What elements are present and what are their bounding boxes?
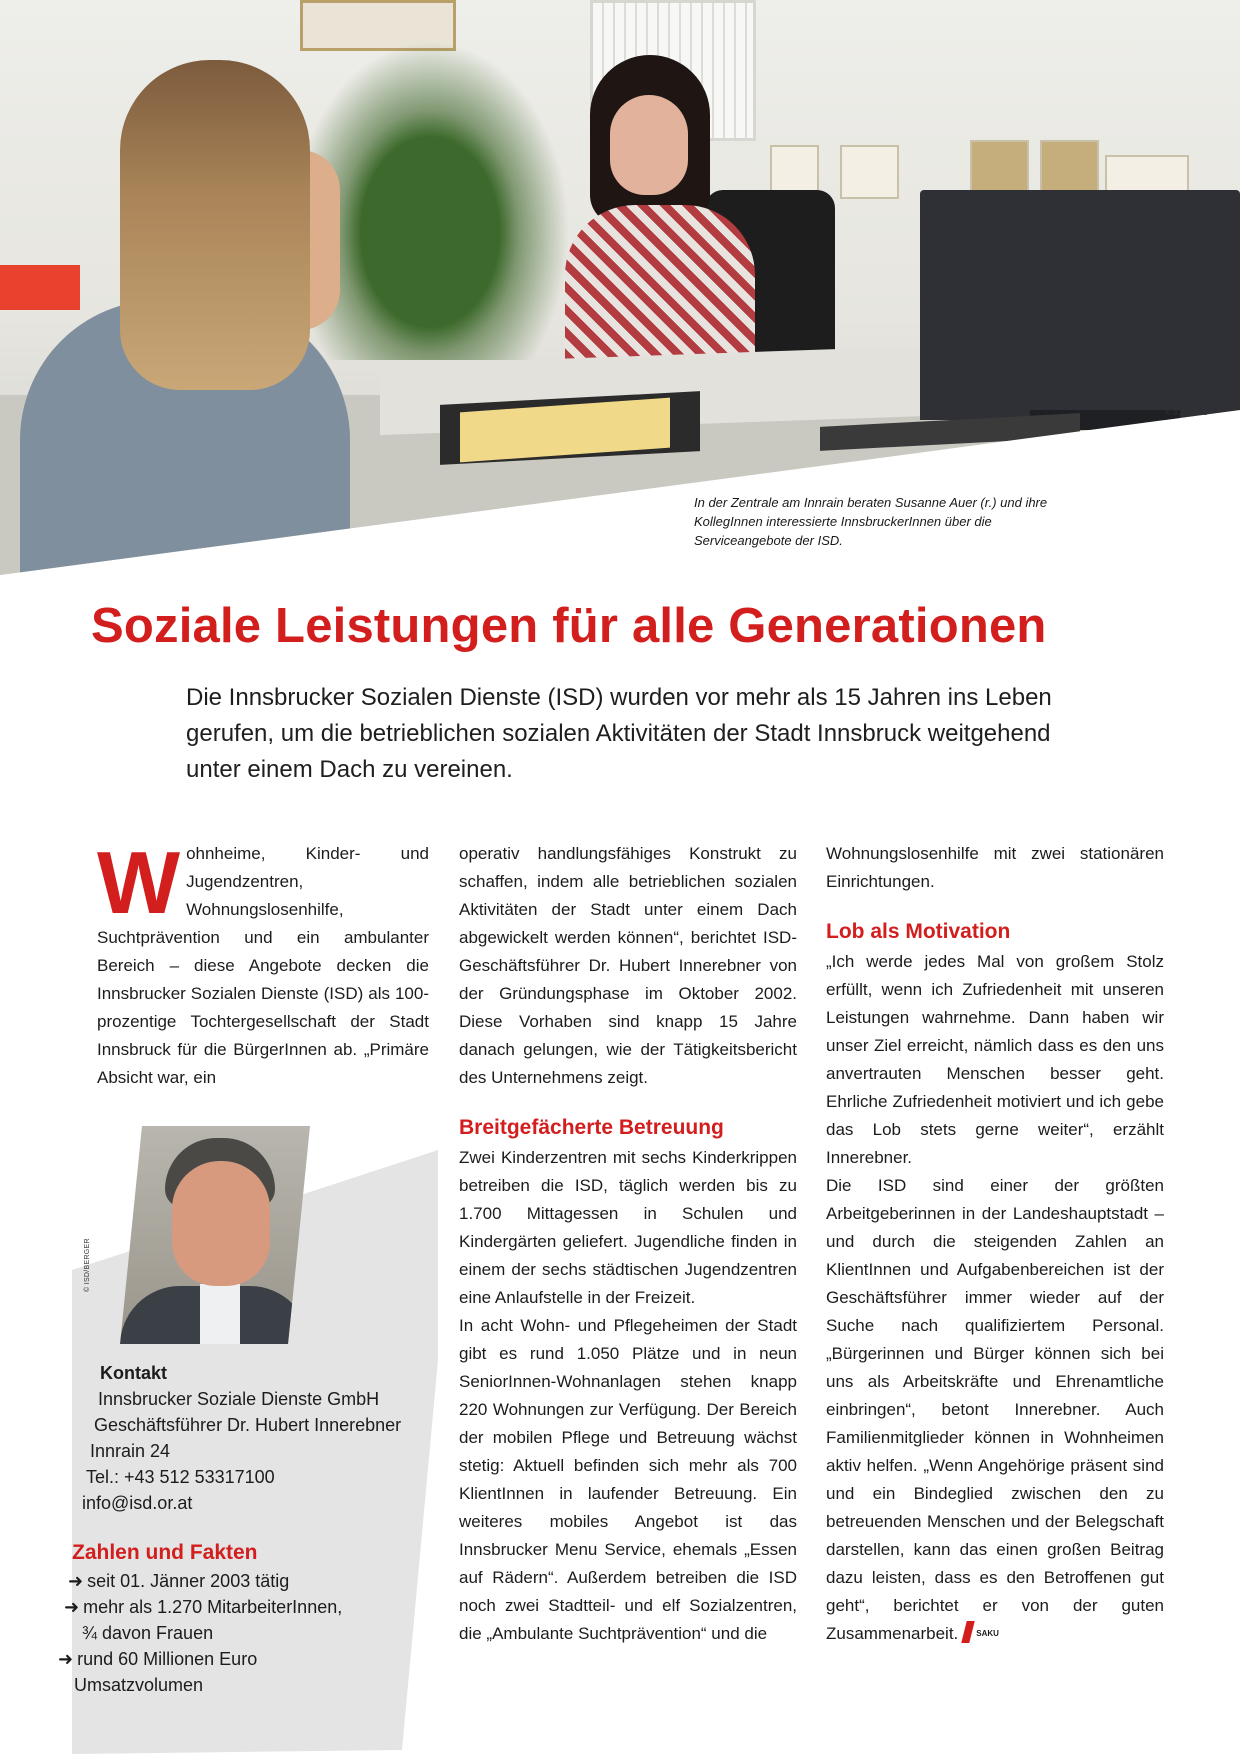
lead-paragraph: Die Innsbrucker Sozialen Dienste (ISD) wurden vor mehr als 15 Jahren ins Leben gerufen, um die betrieblichen sozialen Aktivitäten der Stadt Innsbruck weitgehend unter einem Dach zu vereinen. [186, 684, 1052, 783]
body-paragraph: Zwei Kinderzentren mit sechs Kinderkrippen betreiben die ISD, täglich werden bis zu 1.700 Mittagessen in Schulen und Kindergärten geliefert. Jugendliche finden in einem der sechs städtischen Jugendzentren eine Anlaufstelle in der Freizeit. [459, 1148, 797, 1307]
headline: Soziale Leistungen für alle Generationen [91, 599, 1047, 653]
author-initials: SAKU [976, 1629, 999, 1638]
body-paragraph [826, 1172, 1164, 1648]
body-paragraph: Wohnungslosenhilfe mit zwei stationären Einrichtungen. [826, 844, 1164, 891]
portrait-face [172, 1161, 270, 1286]
column-2 [459, 840, 797, 1648]
computer-monitor [920, 190, 1240, 420]
body-paragraph: „Ich werde jedes Mal von großem Stolz erfüllt, wenn ich Zufriedenheit mit unseren Leistungen wahrnehme. Dann haben wir unser Ziel erreicht, nämlich dass es den uns anvertrauten Menschen besser geht. Ehrliche Zufriedenheit motiviert und ich gebe das Lob stets gerne weiter“, erzählt Innerebner. [826, 952, 1164, 1167]
fact-item: ➜ rund 60 Millionen Euro [58, 1649, 258, 1669]
portrait-shirt [200, 1284, 240, 1344]
facts-title: Zahlen und Fakten [72, 1541, 258, 1564]
subheading-betreuung: Breitgefächerte Betreuung [459, 1116, 724, 1139]
contact-manager: Geschäftsführer Dr. Hubert Innerebner [94, 1415, 402, 1435]
contact-address: Innrain 24 [90, 1441, 171, 1461]
contact-phone: Tel.: +43 512 53317100 [86, 1467, 275, 1487]
portrait-credit: © ISD/BERGER [84, 1238, 91, 1292]
end-mark-icon [962, 1621, 975, 1643]
facts-list [58, 1568, 342, 1698]
drop-cap: W [97, 833, 181, 932]
fact-item-continued: ¾ davon Frauen [82, 1623, 214, 1643]
subheading-motivation: Lob als Motivation [826, 920, 1011, 943]
hero-photo-credit: © S. KUESS [1165, 410, 1208, 417]
closing-text: Die ISD sind einer der größten Arbeitgeberinnen in der Landeshauptstadt – und durch die steigenden Zahlen an KlientInnen und Aufgabenbereichen ist der Geschäftsführer immer wieder auf der Suche nach qualifiziertem Personal. „Bürgerinnen und Bürger können sich bei uns als Arbeitskräfte und Ehrenamtliche einbringen“, betont Innerebner. Auch Familienmitglieder können in Wohnheimen aktiv helfen. „Wenn Angehörige präsent sind und ein Bindeglied zwischen den zu betreuenden Menschen und der Belegschaft darstellen, kann das einen großen Beitrag dazu leisten, dass es den Betroffenen gut geht“, berichtet er von der guten Zusammenarbeit. [826, 1176, 1164, 1643]
document-tray [0, 265, 80, 310]
arrow-right-icon: ➜ [68, 1571, 84, 1591]
consultant-face [610, 95, 688, 195]
contact-block [80, 1360, 401, 1516]
body-paragraph: In acht Wohn- und Pflegeheimen der Stadt gibt es rund 1.050 Plätze und in neun SeniorInnen-Wohnanlagen stehen knapp 220 Wohnungen zur Verfügung. Der Bereich der mobilen Pflege und Betreuung wächst stetig: Aktuell befinden sich mehr als 700 KlientInnen in laufender Betreuung. Ein weiteres mobiles Angebot ist das Innsbrucker Menu Service, ehemals „Essen auf Rädern“. Außerdem betreiben die ISD noch zwei Stadtteil- und elf Sozialzentren, die „Ambulante Suchtprävention“ und die [459, 1316, 797, 1643]
contact-company: Innsbrucker Soziale Dienste GmbH [98, 1389, 380, 1409]
intro-text: ohnheime, Kinder- und Jugendzentren, Wohnungslosenhilfe, Suchtprävention und ein ambulanter Bereich – diese Angebote decken die Innsbrucker Sozialen Dienste (ISD) als 100-prozentige Tochtergesellschaft der Stadt Innsbruck für die BürgerInnen ab. „Primäre Absicht war, ein [97, 844, 429, 1087]
client-hair [120, 60, 310, 390]
contact-title: Kontakt [100, 1363, 167, 1383]
arrow-right-icon: ➜ [58, 1649, 74, 1669]
arrow-right-icon: ➜ [64, 1597, 80, 1617]
wall-drawing [840, 145, 899, 199]
portrait-photo [120, 1126, 310, 1344]
fact-item: ➜ seit 01. Jänner 2003 tätig [68, 1571, 290, 1591]
fact-item-continued: Umsatzvolumen [74, 1675, 204, 1695]
contact-email[interactable]: info@isd.or.at [82, 1493, 193, 1513]
hero-caption: In der Zentrale am Innrain beraten Susanne Auer (r.) und ihre KollegInnen interessierte InnsbruckerInnen über die Serviceangebote der ISD. [694, 495, 1048, 548]
column-3 [826, 840, 1164, 1648]
fact-item: ➜ mehr als 1.270 MitarbeiterInnen, [64, 1597, 343, 1617]
intro-paragraph [97, 833, 429, 1092]
body-paragraph: operativ handlungsfähiges Konstrukt zu schaffen, indem alle betrieblichen sozialen Aktivitäten der Stadt unter einem Dach abgewickelt werden können“, berichtet ISD-Geschäftsführer Dr. Hubert Innerebner von der Gründungsphase im Oktober 2002. Diese Vorhaben sind knapp 15 Jahre danach gelungen, wie der Tätigkeitsbericht des Unternehmens zeigt. [459, 844, 797, 1087]
column-1 [97, 833, 429, 1092]
